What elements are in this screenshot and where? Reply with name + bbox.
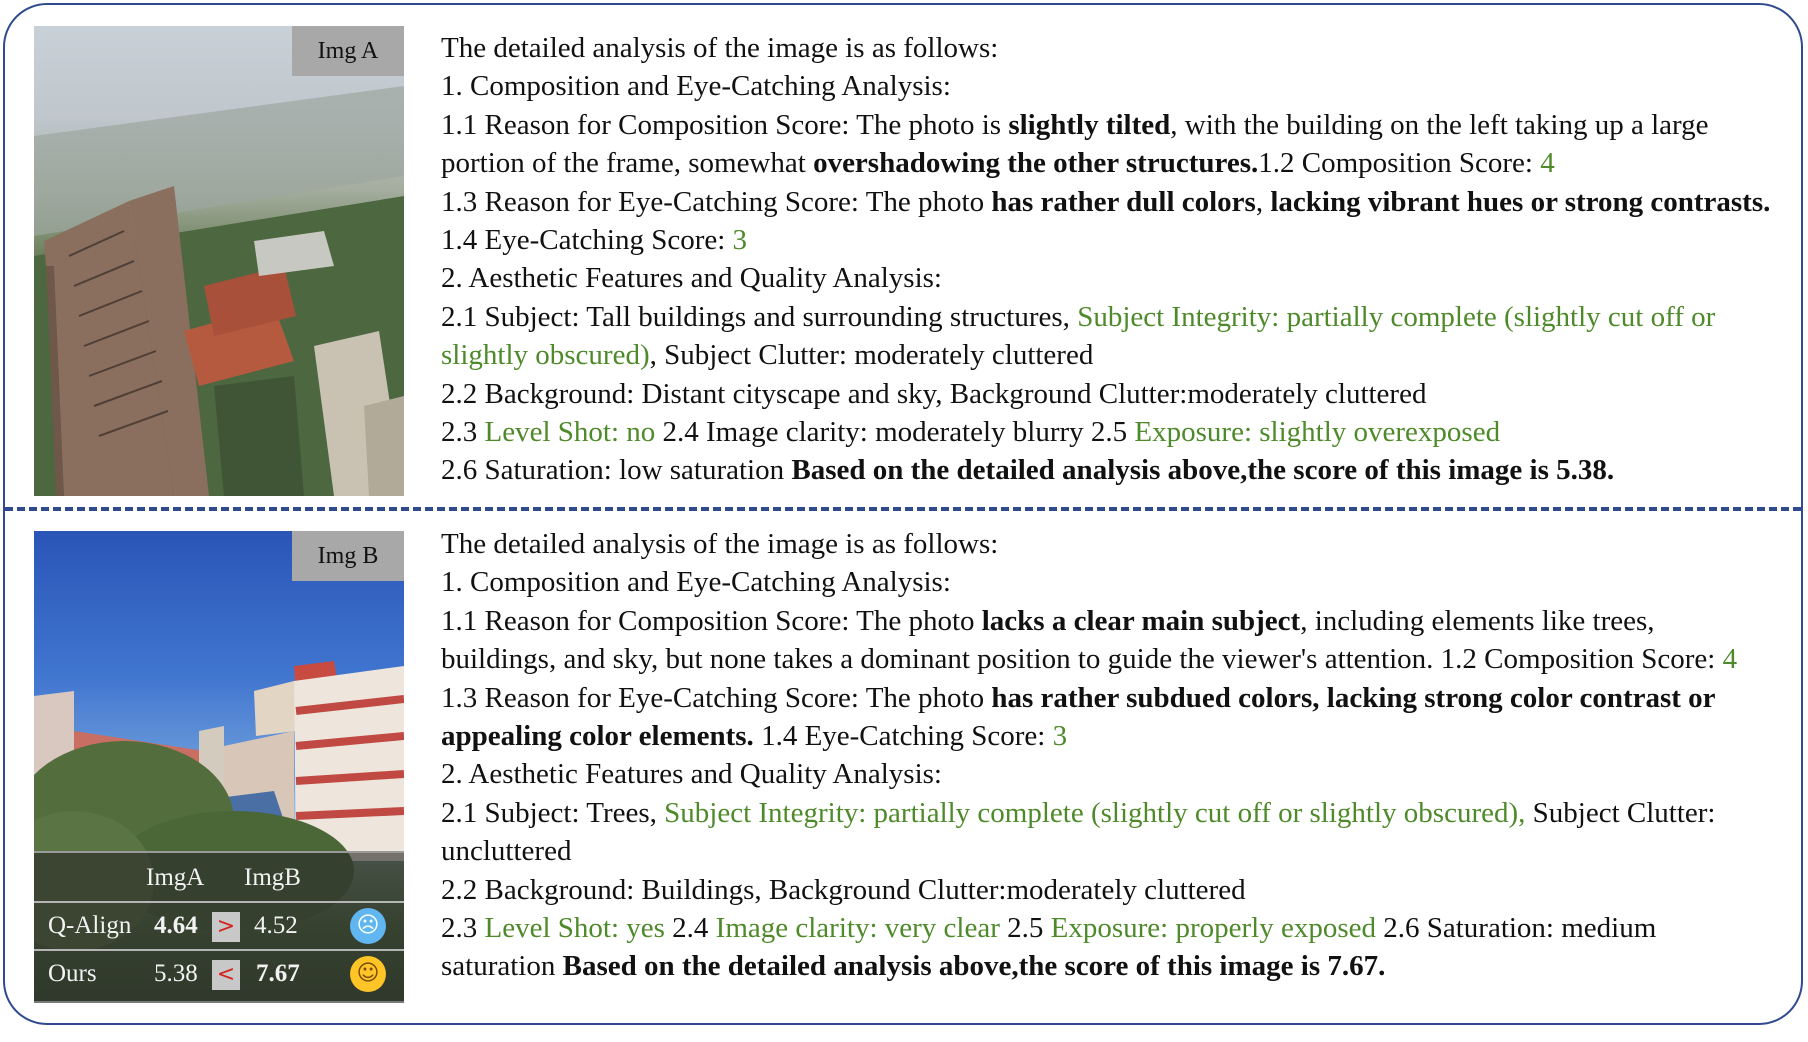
score-img-a: 4.64 xyxy=(154,912,198,939)
eye-catching-score: 3 xyxy=(732,224,748,257)
analysis-text-img-a xyxy=(441,29,1771,490)
final-score: Based on the detailed analysis above,the score of this image is 7.67. xyxy=(562,950,1386,983)
score-img-b: 4.52 xyxy=(254,912,298,939)
dashed-divider xyxy=(5,507,1801,511)
composition-score: 4 xyxy=(1540,147,1555,180)
section-heading: 2. Aesthetic Features and Quality Analysis: xyxy=(441,758,942,791)
img-a-label: Img A xyxy=(292,26,404,76)
level-clarity-exposure-saturation: 2.3 Level Shot: yes 2.4 Image clarity: very clear 2.5 Exposure: properly exposed 2.6 Saturation: medium saturation Based on the detailed analysis above,the score of this image is 7.67. xyxy=(441,912,1657,983)
composition-reason: 1.1 Reason for Composition Score: The photo is slightly tilted, with the building on the left taking up a large portion of the frame, somewhat overshadowing the other structures.1.2 Composition Score: 4 xyxy=(441,108,1709,180)
header-img-a: ImgA xyxy=(146,864,205,891)
table-row xyxy=(34,903,404,951)
section-heading: 2. Aesthetic Features and Quality Analysis: xyxy=(441,262,942,295)
table-header-row xyxy=(34,855,404,903)
cityscape-illustration xyxy=(34,26,404,496)
background-analysis: 2.2 Background: Distant cityscape and sky, Background Clutter:moderately cluttered xyxy=(441,377,1427,410)
analysis-intro: The detailed analysis of the image is as follows: xyxy=(441,32,999,64)
method-name: Ours xyxy=(48,960,97,987)
method-name: Q-Align xyxy=(48,912,132,939)
eye-catching-reason: 1.3 Reason for Eye-Catching Score: The photo has rather dull colors, lacking vibrant hues or strong contrasts. 1.4 Eye-Catching Score: 3 xyxy=(441,185,1771,257)
section-heading: 1. Composition and Eye-Catching Analysis: xyxy=(441,70,951,103)
section-heading: 1. Composition and Eye-Catching Analysis: xyxy=(441,566,951,599)
comparison-sign: < xyxy=(212,960,240,990)
comparison-sign: > xyxy=(212,912,240,942)
analysis-text-img-b xyxy=(441,525,1771,986)
table-row xyxy=(34,951,404,997)
score-img-b: 7.67 xyxy=(256,960,300,987)
subject-analysis: 2.1 Subject: Tall buildings and surrounding structures, Subject Integrity: partially complete (slightly cut off or slightly obscured), Subject Clutter: moderately cluttered xyxy=(441,300,1716,372)
composition-score: 4 xyxy=(1722,643,1738,676)
saturation-and-final-score: 2.6 Saturation: low saturation Based on the detailed analysis above,the score of this image is 5.38. xyxy=(441,454,1615,487)
analysis-intro: The detailed analysis of the image is as follows: xyxy=(441,528,999,560)
photo-img-a xyxy=(34,26,404,496)
cold-face-icon: ☹ xyxy=(350,908,386,944)
score-comparison-table xyxy=(34,851,404,1003)
img-b-label: Img B xyxy=(292,531,404,581)
composition-reason: 1.1 Reason for Composition Score: The photo lacks a clear main subject, including elements like trees, buildings, and sky, but none takes a dominant position to guide the viewer's attention. 1.2 Composition Score: 4 xyxy=(441,604,1738,676)
subject-analysis: 2.1 Subject: Trees, Subject Integrity: partially complete (slightly cut off or slightly obscured), Subject Clutter: uncluttered xyxy=(441,796,1716,868)
score-img-a: 5.38 xyxy=(154,960,198,987)
eye-catching-score: 3 xyxy=(1052,720,1068,753)
header-img-b: ImgB xyxy=(244,864,301,891)
eye-catching-reason: 1.3 Reason for Eye-Catching Score: The photo has rather subdued colors, lacking strong color contrast or appealing color elements. 1.4 Eye-Catching Score: 3 xyxy=(441,681,1716,753)
smiling-face-icon: ☺ xyxy=(350,956,386,992)
background-analysis: 2.2 Background: Buildings, Background Clutter:moderately cluttered xyxy=(441,873,1246,906)
level-clarity-exposure: 2.3 Level Shot: no 2.4 Image clarity: moderately blurry 2.5 Exposure: slightly overexposed xyxy=(441,416,1501,449)
